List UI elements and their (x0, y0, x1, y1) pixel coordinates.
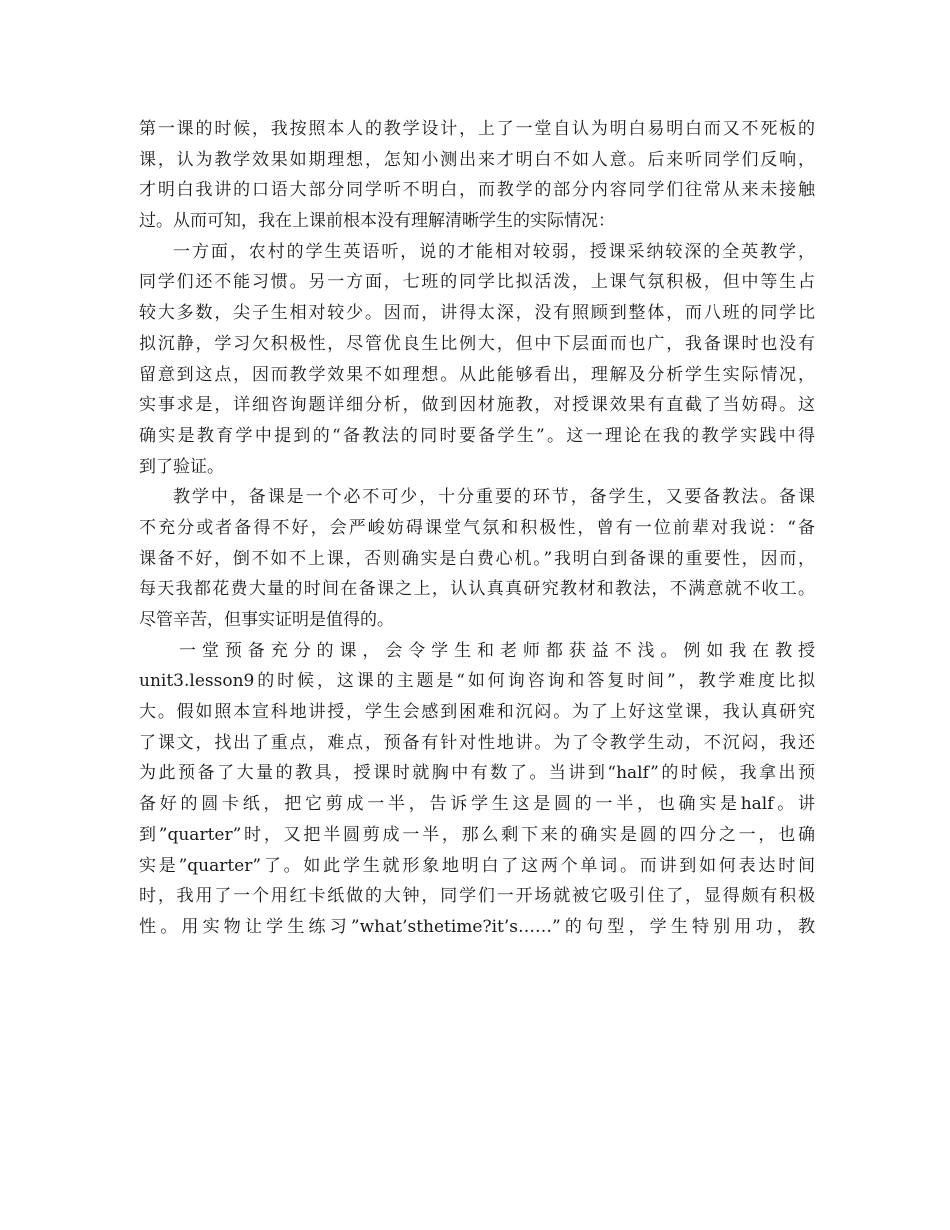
text-line: 大。假如照本宣科地讲授，学生会感到困难和沉闷。为了上好这堂课，我认真研究 (139, 702, 815, 723)
text-line: 到了验证。 (139, 456, 224, 477)
text-line: 教学中，备课是一个必不可少，十分重要的环节，备学生，又要备教法。备课 (173, 487, 815, 508)
text-line: 才明白我讲的口语大部分同学听不明白，而教学的部分内容同学们往常从来未接触 (139, 180, 815, 201)
text-line: 了课文，找出了重点，难点，预备有针对性地讲。为了令教学生动，不沉闷，我还 (139, 732, 815, 753)
text-line: 同学们还不能习惯。另一方面，七班的同学比拟活泼，上课气氛积极，但中等生占 (139, 272, 815, 293)
text-line: 时，我用了一个用红卡纸做的大钟，同学们一开场就被它吸引住了，显得颇有积极 (139, 886, 815, 907)
text-line: 第一课的时候，我按照本人的教学设计，上了一堂自认为明白易明白而又不死板的 (139, 119, 815, 139)
text-line: 实是”quarter”了。如此学生就形象地明白了这两个单词。而讲到如何表达时间 (139, 855, 815, 876)
text-line: 实事求是，详细咨询题详细分析，做到因材施教，对授课效果有直截了当妨碍。这 (139, 395, 815, 416)
text-line: 每天我都花费大量的时间在备课之上，认认真真研究教材和教法，不满意就不收工。 (139, 579, 815, 600)
text-line: 较大多数，尖子生相对较少。因而，讲得太深，没有照顾到整体，而八班的同学比 (139, 303, 815, 324)
text-line: 确实是教育学中提到的“备教法的同时要备学生”。这一理论在我的教学实践中得 (139, 425, 815, 446)
text-line: 性。用实物让学生练习”what’sthetime?it’s……”的句型，学生特别用功，教 (139, 916, 815, 937)
text-line: 到”quarter”时，又把半圆剪成一半，那么剩下来的确实是圆的四分之一，也确 (139, 824, 815, 845)
text-line: 课备不好，倒不如不上课，否则确实是白费心机。”我明白到备课的重要性，因而， (139, 548, 815, 569)
text-line: 拟沉静，学习欠积极性，尽管优良生比例大，但中下层面而也广，我备课时也没有 (139, 333, 815, 354)
text-line: 课，认为教学效果如期理想，怎知小测出来才明白不如人意。后来听同学们反响， (139, 149, 815, 170)
text-line: 过。从而可知，我在上课前根本没有理解清晰学生的实际情况： (139, 211, 615, 232)
text-line: unit3.lesson9的时候，这课的主题是“如何询咨询和答复时间”，教学难度比拟 (139, 671, 815, 692)
text-line: 一方面，农村的学生英语听，说的才能相对较弱，授课采纳较深的全英教学， (173, 241, 815, 262)
body-text (139, 114, 815, 943)
text-line: 不充分或者备得不好，会严峻妨碍课堂气氛和积极性，曾有一位前辈对我说：“备 (139, 517, 815, 538)
text-line: 备好的圆卡纸，把它剪成一半，告诉学生这是圆的一半，也确实是half。讲 (139, 794, 815, 815)
text-line: 留意到这点，因而教学效果不如理想。从此能够看出，理解及分析学生实际情况， (139, 364, 815, 385)
text-line: 为此预备了大量的教具，授课时就胸中有数了。当讲到“half”的时候，我拿出预 (139, 763, 815, 784)
text-line: 一堂预备充分的课，会令学生和老师都获益不浅。例如我在教授 (179, 640, 815, 661)
text-line: 尽管辛苦，但事实证明是值得的。 (139, 610, 394, 630)
